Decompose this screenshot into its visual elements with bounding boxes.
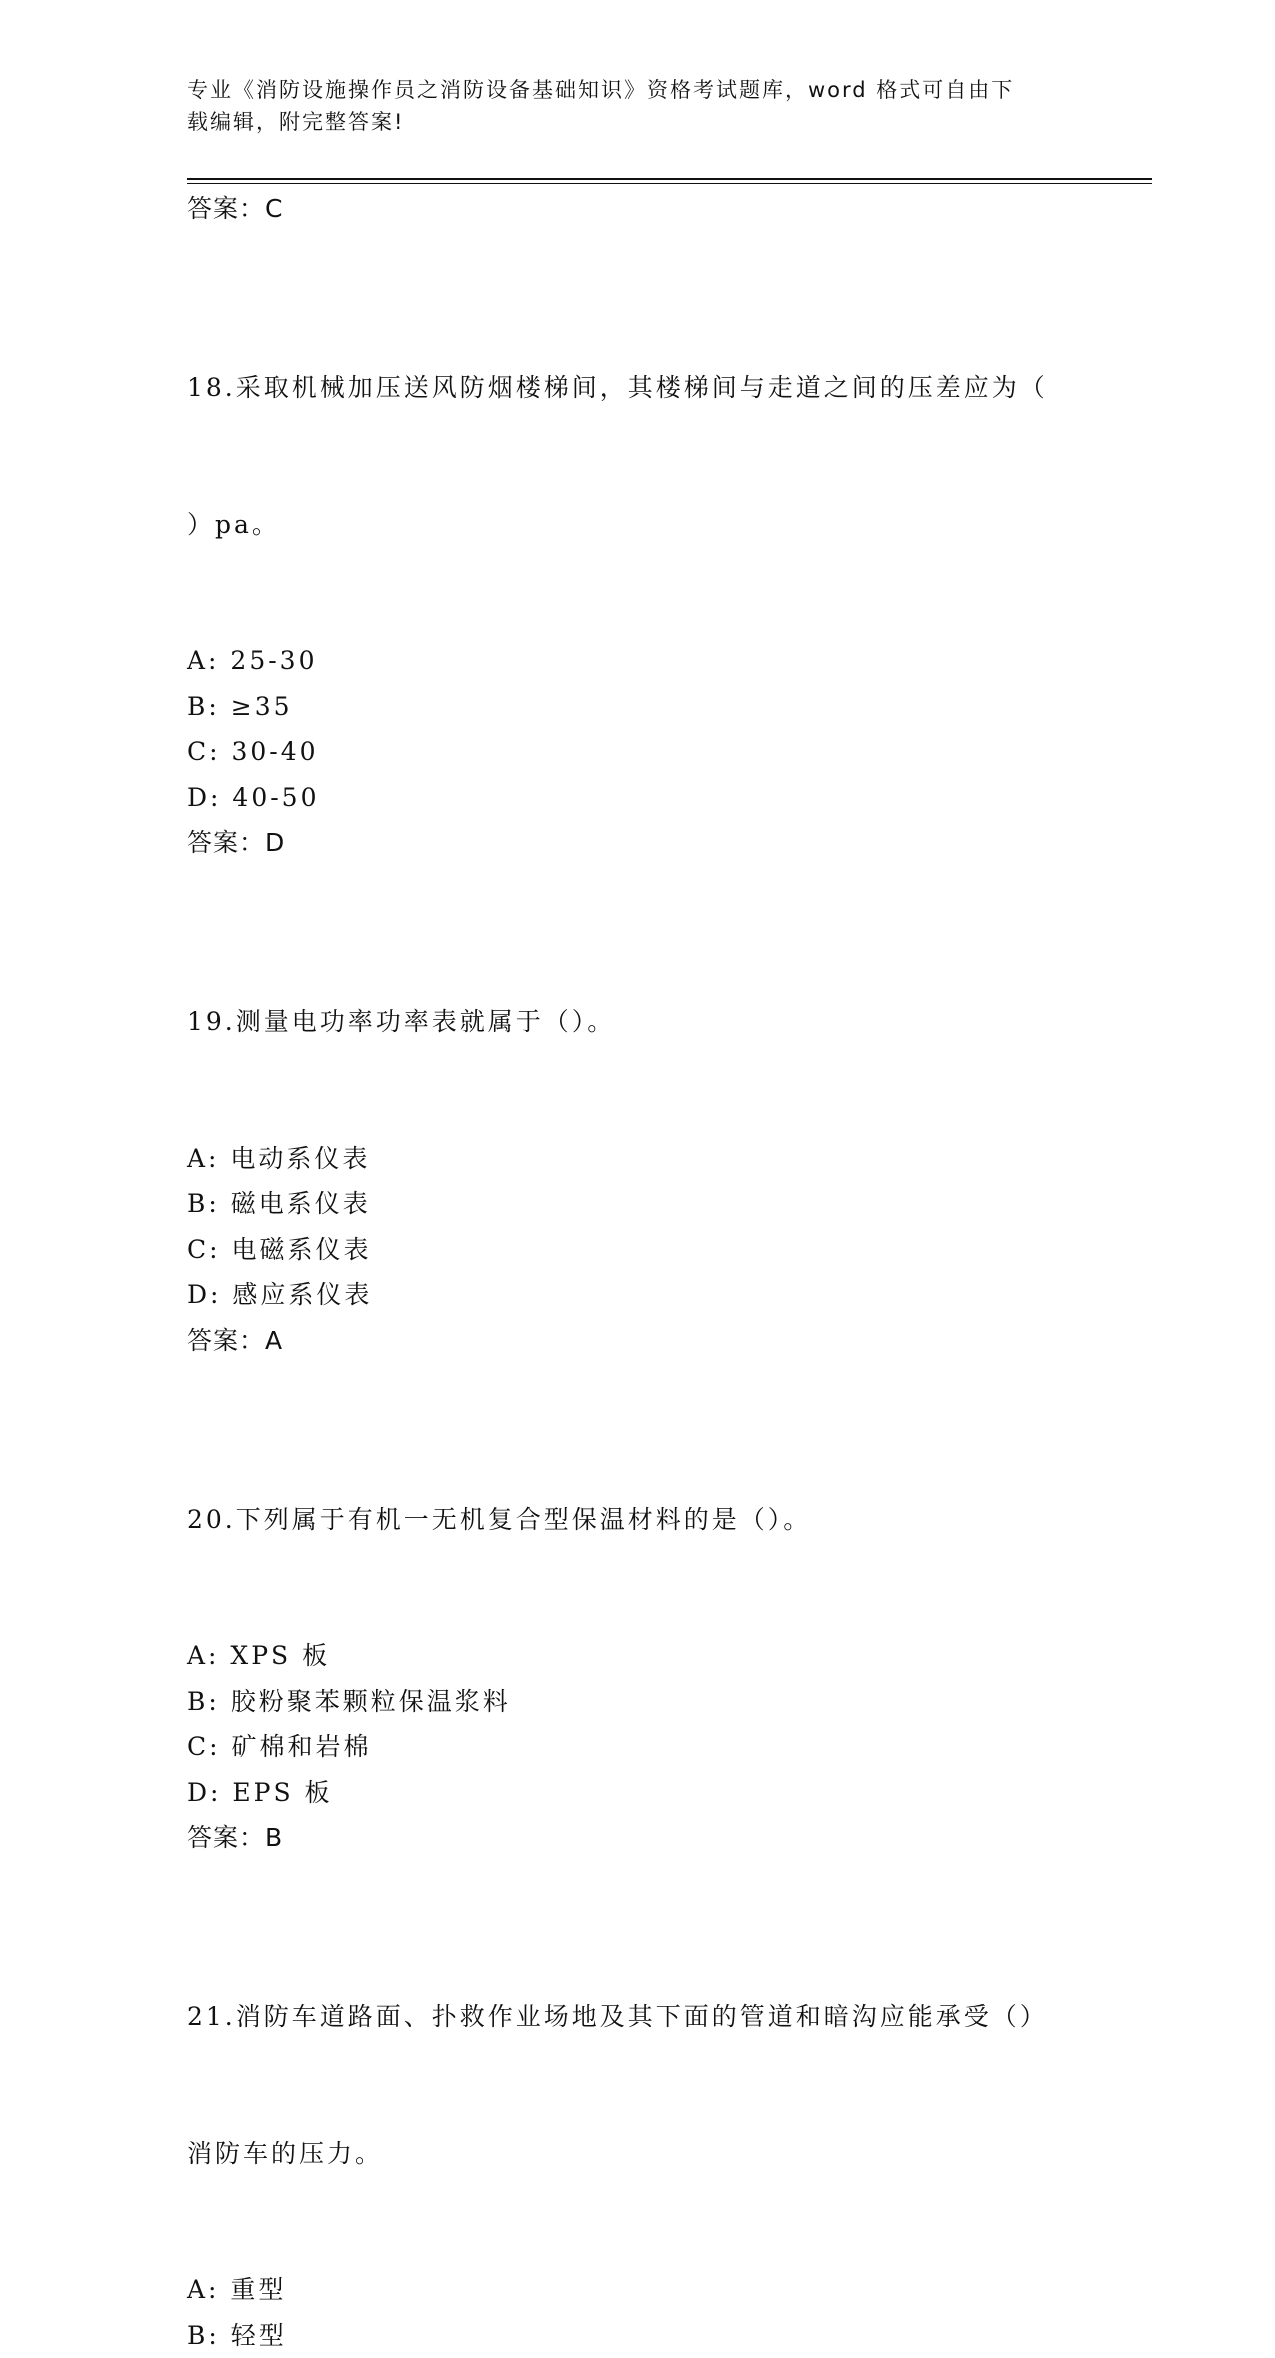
- question-list: [187, 186, 1152, 2358]
- option-b: B: 轻型: [187, 2313, 1152, 2358]
- option-b: B: 磁电系仪表: [187, 1181, 1152, 1227]
- question-19: [187, 908, 1152, 1364]
- option-c: C: 电磁系仪表: [187, 1227, 1152, 1273]
- question-text-line: 19.测量电功率功率表就属于（）。: [187, 999, 1152, 1045]
- option-b: B: ≥35: [187, 684, 1152, 730]
- question-text: [187, 908, 1152, 1136]
- answer-line: 答案：C: [187, 186, 1152, 232]
- document-header: [187, 74, 1067, 138]
- question-20: [187, 1406, 1152, 1862]
- option-c: C: 矿棉和岩棉: [187, 1724, 1152, 1770]
- question-text: [187, 274, 1152, 638]
- option-a: A: 25-30: [187, 638, 1152, 684]
- question-18: [187, 274, 1152, 866]
- option-d: D: 感应系仪表: [187, 1272, 1152, 1318]
- answer-line: 答案：D: [187, 820, 1152, 866]
- question-21: [187, 1903, 1152, 2358]
- question-text-line: 20.下列属于有机一无机复合型保温材料的是（）。: [187, 1497, 1152, 1543]
- answer-line: 答案：B: [187, 1815, 1152, 1861]
- option-a: A: XPS 板: [187, 1633, 1152, 1679]
- option-a: A: 重型: [187, 2267, 1152, 2313]
- question-text: [187, 1903, 1152, 2267]
- option-c: C: 30-40: [187, 729, 1152, 775]
- question-text-line: ）pa。: [187, 502, 1152, 548]
- option-a: A: 电动系仪表: [187, 1136, 1152, 1182]
- answer-line: 答案：A: [187, 1318, 1152, 1364]
- header-divider-thin: [187, 183, 1152, 184]
- question-text-line: 21.消防车道路面、扑救作业场地及其下面的管道和暗沟应能承受（）: [187, 1994, 1152, 2040]
- option-d: D: 40-50: [187, 775, 1152, 821]
- question-text: [187, 1406, 1152, 1634]
- question-text-line: 消防车的压力。: [187, 2131, 1152, 2177]
- option-d: D: EPS 板: [187, 1770, 1152, 1816]
- header-line-1: 专业《消防设施操作员之消防设备基础知识》资格考试题库，word 格式可自由下: [187, 74, 1067, 106]
- header-divider-thick: [187, 178, 1152, 180]
- header-line-2: 载编辑，附完整答案!: [187, 106, 1067, 138]
- option-b: B: 胶粉聚苯颗粒保温浆料: [187, 1679, 1152, 1725]
- question-text-line: 18.采取机械加压送风防烟楼梯间，其楼梯间与走道之间的压差应为（: [187, 365, 1152, 411]
